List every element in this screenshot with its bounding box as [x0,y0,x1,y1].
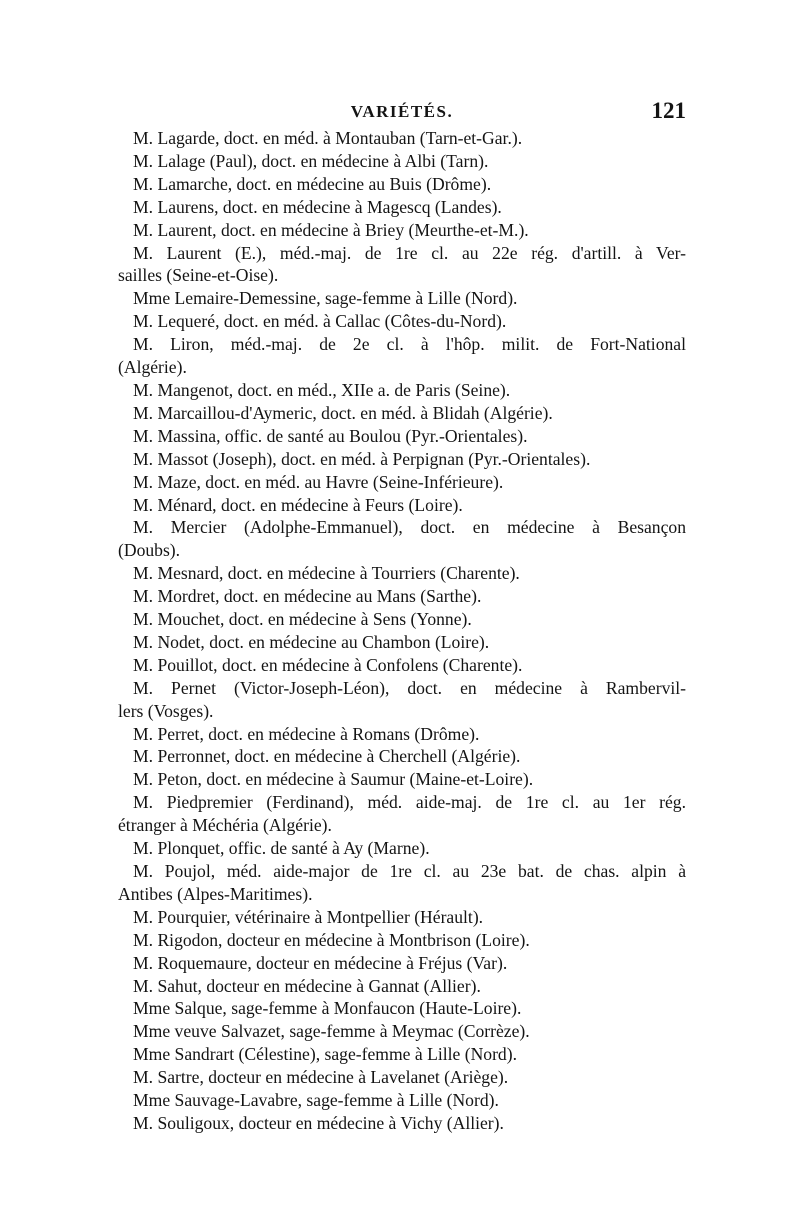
list-item [118,494,686,517]
entry-line: M. Lequeré, doct. en méd. à Callac (Côtes-du-Nord). [133,311,507,332]
entry-line: M. Piedpremier (Ferdinand), méd. aide-maj. de 1re cl. au 1er rég. [133,792,686,813]
list-item [118,310,686,333]
list-item [118,562,686,585]
entry-line: M. Pourquier, vétérinaire à Montpellier (Hérault). [133,906,484,927]
entry-line: M. Mouchet, doct. en médecine à Sens (Yonne). [133,609,472,630]
list-item [118,677,686,723]
list-item [118,860,686,906]
entry-line: M. Laurens, doct. en médecine à Magescq (Landes). [133,196,502,217]
entry-line: M. Massot (Joseph), doct. en méd. à Perpignan (Pyr.-Orientales). [133,448,591,469]
list-item [118,975,686,998]
entry-line: M. Perret, doct. en médecine à Romans (Drôme). [133,723,480,744]
entry-line: Mme veuve Salvazet, sage-femme à Meymac (Corrèze). [133,1021,530,1042]
entry-line: Mme Salque, sage-femme à Monfaucon (Haute-Loire). [133,998,522,1019]
entry-line: Mme Sauvage-Lavabre, sage-femme à Lille (Nord). [133,1090,499,1111]
entry-continuation-line: (Algérie). [118,357,187,378]
entry-continuation-line: (Doubs). [118,540,181,561]
entry-line: M. Maze, doct. en méd. au Havre (Seine-Inférieure). [133,471,504,492]
list-item [118,585,686,608]
entry-line: M. Ménard, doct. en médecine à Feurs (Loire). [133,494,463,515]
entry-line: M. Sartre, docteur en médecine à Lavelanet (Ariège). [133,1067,509,1088]
list-item [118,608,686,631]
entry-line: Mme Lemaire-Demessine, sage-femme à Lille (Nord). [133,288,518,309]
list-item [118,425,686,448]
entry-line: M. Perronnet, doct. en médecine à Cherchell (Algérie). [133,746,521,767]
entry-continuation-line: sailles (Seine-et-Oise). [118,265,279,286]
entry-line: M. Mesnard, doct. en médecine à Tourriers (Charente). [133,563,520,584]
entry-line: M. Plonquet, offic. de santé à Ay (Marne). [133,838,430,859]
list-item [118,242,686,288]
entry-continuation-line: Antibes (Alpes-Maritimes). [118,883,313,904]
entry-line: M. Sahut, docteur en médecine à Gannat (Allier). [133,975,481,996]
entry-line: M. Souligoux, docteur en médecine à Vichy (Allier). [133,1112,504,1133]
entry-line: M. Peton, doct. en médecine à Saumur (Maine-et-Loire). [133,769,534,790]
entry-line: Mme Sandrart (Célestine), sage-femme à Lille (Nord). [133,1044,517,1065]
entry-continuation-line: lers (Vosges). [118,700,214,721]
list-item [118,745,686,768]
entry-line: M. Mercier (Adolphe-Emmanuel), doct. en médecine à Besançon [133,517,686,538]
entry-line: M. Lalage (Paul), doct. en médecine à Albi (Tarn). [133,150,489,171]
list-item [118,723,686,746]
entry-line: M. Nodet, doct. en médecine au Chambon (Loire). [133,631,490,652]
entry-list [118,127,686,1135]
entry-line: M. Pouillot, doct. en médecine à Confolens (Charente). [133,654,523,675]
entry-line: M. Massina, offic. de santé au Boulou (Pyr.-Orientales). [133,425,528,446]
list-item [118,448,686,471]
entry-line: M. Lamarche, doct. en médecine au Buis (Drôme). [133,173,492,194]
list-item [118,471,686,494]
list-item [118,952,686,975]
entry-line: M. Mangenot, doct. en méd., XIIe a. de Paris (Seine). [133,379,511,400]
entry-line: M. Lagarde, doct. en méd. à Montauban (Tarn-et-Gar.). [133,128,523,148]
list-item [118,791,686,837]
entry-line: M. Poujol, méd. aide-major de 1re cl. au 23e bat. de chas. alpin à [133,861,686,881]
entry-line: M. Roquemaure, docteur en médecine à Fréjus (Var). [133,952,508,973]
list-item [118,516,686,562]
list-item [118,127,686,150]
entry-line: M. Laurent, doct. en médecine à Briey (Meurthe-et-M.). [133,219,529,240]
list-item [118,768,686,791]
list-item [118,929,686,952]
entry-line: M. Mordret, doct. en médecine au Mans (Sarthe). [133,586,482,607]
list-item [118,1112,686,1135]
list-item [118,1043,686,1066]
list-item [118,997,686,1020]
list-item [118,906,686,929]
list-item [118,631,686,654]
list-item [118,196,686,219]
list-item [118,1020,686,1043]
list-item [118,219,686,242]
page-number: 121 [651,98,686,123]
entry-line: M. Marcaillou-d'Aymeric, doct. en méd. à Blidah (Algérie). [133,402,553,423]
list-item [118,654,686,677]
entry-line: M. Pernet (Victor-Joseph-Léon), doct. en médecine à Rambervil- [133,677,686,698]
list-item [118,287,686,310]
list-item [118,150,686,173]
entry-line: M. Rigodon, docteur en médecine à Montbrison (Loire). [133,929,530,950]
page-header [118,98,686,128]
running-title: VARIÉTÉS. [350,102,454,121]
list-item [118,837,686,860]
entry-line: M. Laurent (E.), méd.-maj. de 1re cl. au 22e rég. d'artill. à Ver- [133,242,686,263]
list-item [118,1066,686,1089]
list-item [118,1089,686,1112]
list-item [118,402,686,425]
entry-line: M. Liron, méd.-maj. de 2e cl. à l'hôp. milit. de Fort-National [133,334,686,355]
list-item [118,379,686,402]
list-item [118,333,686,379]
list-item [118,173,686,196]
entry-continuation-line: étranger à Méchéria (Algérie). [118,815,332,836]
